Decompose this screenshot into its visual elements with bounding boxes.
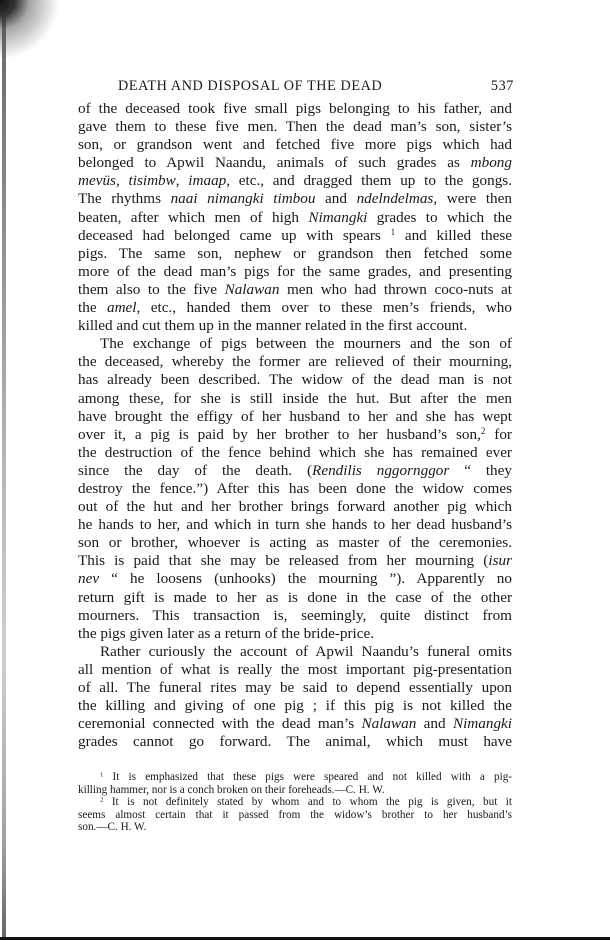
running-head: [78, 76, 512, 100]
footnote-line: [78, 771, 512, 783]
body-line: killed and cut them up in the manner related in the first account.: [78, 317, 468, 335]
footnote-text: It is emphasized that these pigs were speared and not killed with a pig-: [112, 771, 513, 784]
body-line: over it, a pig is paid by her brother to her husband’s son,$^2$ for: [78, 425, 512, 443]
body-line: mourners. This transaction is, seemingly, quite distinct from: [78, 606, 512, 624]
page-number: 537: [490, 78, 514, 94]
footnote-text: killing hammer, nor is a conch broken on their foreheads.—C. H. W.: [78, 783, 385, 796]
body-line: son, or grandson went and fetched five more pigs which had: [78, 136, 512, 154]
footnote-marker: 1: [100, 771, 104, 779]
scan-edge-left: [2, 0, 6, 940]
body-text: [78, 100, 512, 751]
body-line: beaten, after which men of high Nimangki grades to which the: [78, 208, 512, 226]
body-line: nev “ he loosens (unhooks) the mourning ”). Apparently no: [78, 570, 512, 588]
body-line: belonged to Apwil Naandu, animals of such grades as mbong: [78, 154, 512, 172]
body-line: the pigs given later as a return of the bride-price.: [78, 624, 375, 642]
body-line: gave them to these five men. Then the dead man’s son, sister’s: [78, 118, 512, 136]
body-line: among these, for she is still inside the hut. But after the men: [78, 389, 512, 407]
footnote-line: [78, 821, 512, 833]
body-line: son or brother, whoever is acting as master of the ceremonies.: [78, 534, 512, 552]
body-line: deceased had belonged came up with spears $^1$ and killed these: [78, 226, 512, 244]
footnote-line: [78, 809, 512, 821]
body-line: the destruction of the fence behind which she has remained ever: [78, 443, 512, 461]
scan-shadow-corner: [0, 0, 60, 60]
body-line: mevüs, tisimbw, imaap, etc., and dragged them up to the gongs.: [78, 172, 513, 190]
footnote-marker: 2: [100, 796, 104, 804]
body-line: of all. The funeral rites may be said to depend essentially upon: [78, 679, 512, 696]
body-line: have brought the effigy of her husband to her and she has wept: [78, 407, 512, 425]
body-line: of the deceased took five small pigs belonging to his father, and: [78, 100, 512, 117]
body-line: grades cannot go forward. The animal, which must have: [78, 733, 512, 751]
footnote-text: It is not definitely stated by whom and to whom the pig is given, but it: [111, 796, 512, 809]
body-line: he hands to her, and which in turn she hands to her dead husband’s: [78, 516, 512, 534]
body-line: return gift is made to her as is done in the case of the other: [78, 588, 512, 606]
footnote-line: [78, 784, 512, 796]
body-line: Rather curiously the account of Apwil Naandu’s funeral omits: [100, 642, 512, 660]
body-line: This is paid that she may be released from her mourning (isur: [78, 552, 512, 570]
body-line: The exchange of pigs between the mourners and the son of: [100, 335, 512, 353]
body-line: all mention of what is really the most important pig-presentation: [78, 660, 512, 678]
body-line: destroy the fence.”) After this has been done the widow comes: [78, 479, 512, 497]
body-line: out of the hut and her brother brings forward another pig which: [78, 498, 512, 516]
body-line: ceremonial connected with the dead man’s Nalawan and Nimangki: [78, 715, 512, 733]
body-line: the killing and giving of one pig ; if this pig is not killed the: [78, 697, 512, 715]
body-line: has already been described. The widow of the dead man is not: [78, 371, 512, 389]
footnote-text: seems almost certain that it passed from the widow’s brother to her husband’s: [78, 808, 512, 821]
body-line: pigs. The same son, nephew or grandson then fetched some: [78, 244, 512, 262]
footnotes: [78, 771, 512, 833]
body-line: the amel, etc., handed them over to these men’s friends, who: [78, 299, 512, 317]
book-page: [78, 76, 512, 833]
body-line: since the day of the death. (Rendilis nggornggor “ they: [78, 461, 512, 479]
footnote-text: son.—C. H. W.: [78, 820, 147, 833]
footnote-line: [78, 796, 512, 808]
body-line: the deceased, whereby the former are relieved of their mourning,: [78, 353, 512, 371]
body-line: them also to the five Nalawan men who had thrown coco-nuts at: [78, 280, 513, 298]
running-head-title: DEATH AND DISPOSAL OF THE DEAD: [118, 78, 383, 94]
body-line: more of the dead man’s pigs for the same grades, and presenting: [78, 262, 512, 280]
body-line: The rhythms naai nimangki timbou and ndelndelmas, were then: [78, 190, 512, 208]
